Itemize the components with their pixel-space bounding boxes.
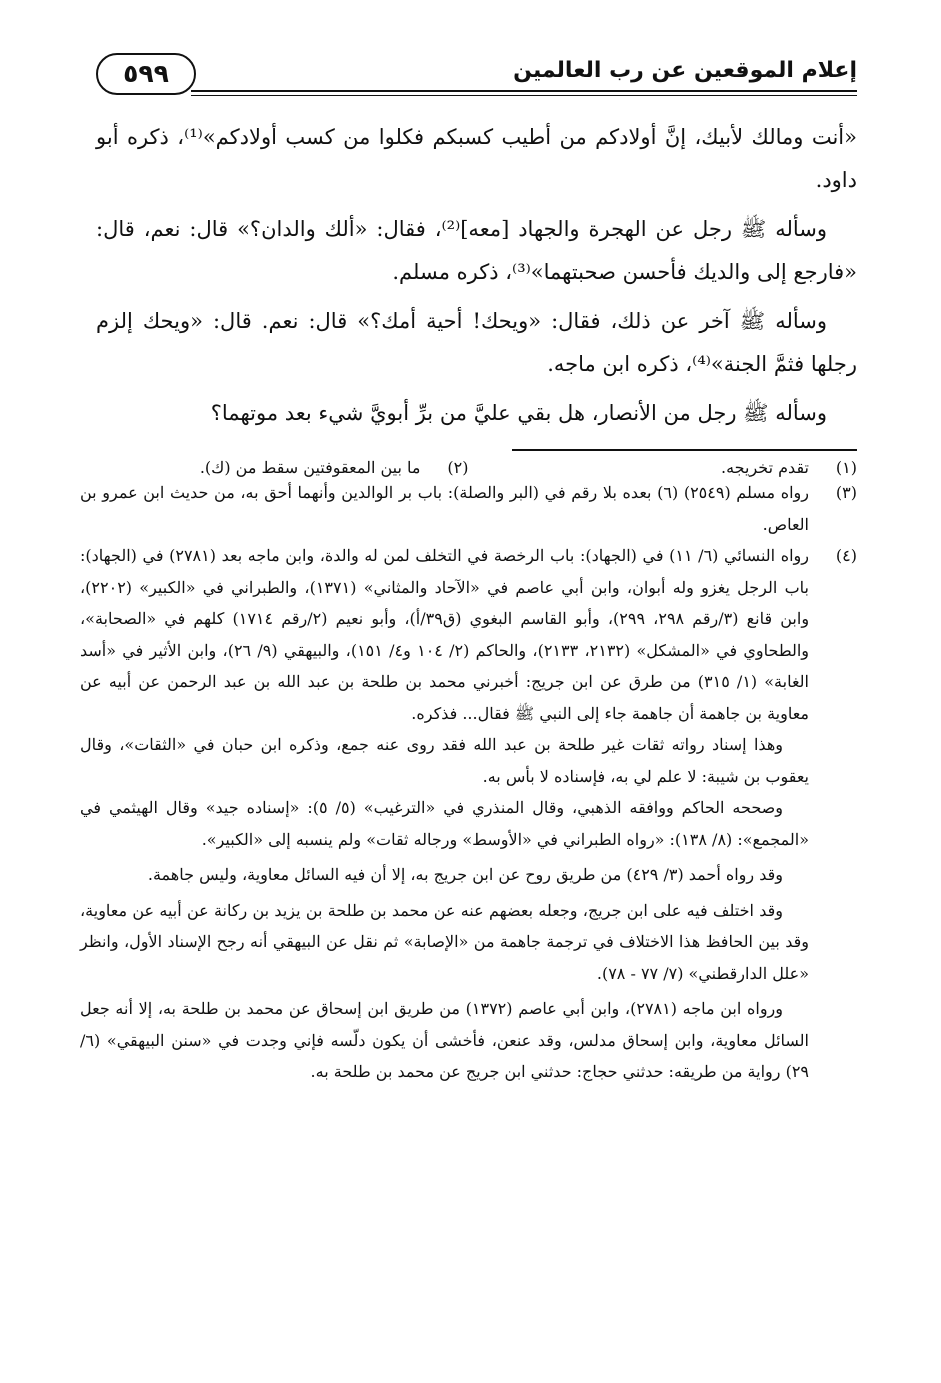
footnote-4-note-3: وقد رواه أحمد (٣/ ٤٢٩) من طريق روح عن ابن جريج به، إلا أن فيه السائل معاوية، وليس جاهمة.	[147, 865, 783, 884]
paragraph-1: «أنت ومالك لأبيك، إنَّ أولادكم من أطيب كسبكم فكلوا من كسب أولادكم»⁽¹⁾، ذكره أبو داود.	[96, 125, 857, 192]
paragraph-2: وسأله ﷺ رجل عن الهجرة والجهاد [معه]⁽²⁾، فقال: «ألك والدان؟» قال: نعم، قال: «فارجع إلى والديك فأحسن صحبتهما»⁽³⁾، ذكره مسلم.	[96, 217, 857, 284]
header-rule-thin	[191, 95, 857, 96]
footnote-text: ما بين المعقوفتين سقط من (ك).	[199, 458, 421, 477]
footnote-4-note-4: وقد اختلف فيه على ابن جريج، وجعله بعضهم عنه عن محمد بن طلحة بن يزيد بن ركانة عن أبيه عن معاوية، وقد بين الحافظ هذا الاختلاف في ترجمة جاهمة من «الإصابة» ثم نقل عن البيهقي أنه رجح الإسناد الأول، وانظر «علل الدارقطني» (٧/ ٧٧ - ٧٨).	[80, 900, 809, 983]
paragraph-3: وسأله ﷺ آخر عن ذلك، فقال: «ويحك! أحية أمك؟» قال: نعم. قال: «ويحك إلزم رجلها فثمَّ الجنة»⁽⁴⁾، ذكره ابن ماجه.	[96, 309, 857, 376]
footnote-text: تقدم تخريجه.	[721, 458, 809, 477]
footnote-number: (١)	[835, 458, 857, 477]
footnote-4-note-5: ورواه ابن ماجه (٢٧٨١)، وابن أبي عاصم (١٣٧٢) من طريق ابن إسحاق عن محمد بن طلحة به، إلا أنه جعل السائل معاوية، وابن إسحاق مدلس، وقد عنعن، فأخشى أن يكون دلّسه فإني وجدت في «سنن البيهقي» (٦/ ٢٩) رواية من طريقه: حدثني حجاج: حدثني ابن جريج عن محمد بن طلحة به.	[80, 999, 809, 1081]
footnote-text: رواه النسائي (٦/ ١١) في (الجهاد): باب الرخصة في التخلف لمن له والدة، وابن ماجه بعد (٢٧٨١) في (الجهاد): باب الرجل يغزو وله أبوان، وابن أبي عاصم في «الآحاد والمثاني» (١٣٧١)، والطبراني في «الكبير» (٢٢٠٢)، وابن قانع (٣/رقم ٢٩٨، ٢٩٩)، وأبو القاسم البغوي (ق٣٩/أ)، وأبو نعيم (٢/رقم ١٧١٤) كلهم في «الصحابة»، والطحاوي في «المشكل» (٢١٣٢، ٢١٣٣)، والحاكم (٢/ ١٠٤ و٤/ ١٥١)، والبيهقي (٩/ ٢٦)، وابن الأثير في «أسد الغابة» (١/ ٣١٥) من طرق عن ابن جريج: أخبرني محمد بن طلحة بن عبد الله بن عبد الرحمن عن أبيه عن معاوية بن جاهمة أن جاهمة جاء إلى النبي ﷺ فقال... فذكره.	[80, 546, 810, 723]
running-title: إعلام الموقعين عن رب العالمين	[513, 58, 857, 83]
header-rule	[191, 90, 857, 92]
main-text	[96, 116, 857, 441]
footnote-number: (٤)	[835, 546, 857, 565]
page-header	[96, 52, 857, 104]
footnote-2	[80, 458, 469, 477]
footnote-4-note-1: وهذا إسناد رواته ثقات غير طلحة بن عبد الله فقد روى عنه جمع، وذكره ابن حبان في «الثقات»، وقال يعقوب بن شيبة: لا علم لي به، فإسناده لا بأس به.	[80, 735, 809, 786]
page-number: ٥٩٩	[96, 53, 196, 95]
footnote-text: رواه مسلم (٢٥٤٩) (٦) بعده بلا رقم في (البر والصلة): باب بر الوالدين وأنهما أحق به، من حديث ابن عمرو بن العاص.	[80, 483, 809, 534]
footnote-separator	[512, 449, 857, 451]
paragraph-4: وسأله ﷺ رجل من الأنصار، هل بقي عليَّ من برِّ أبويَّ شيء بعد موتهما؟	[210, 401, 827, 425]
footnote-number: (٢)	[447, 458, 469, 477]
footnote-1	[469, 458, 858, 477]
footnote-4-note-2: وصححه الحاكم ووافقه الذهبي، وقال المنذري في «الترغيب» (٥/ ٥): «إسناده جيد» وقال الهيثمي في «المجمع»: (٨/ ١٣٨): «رواه الطبراني في «الأوسط» ورجاله ثقات» ولم ينسبه إلى «الكبير».	[80, 798, 809, 849]
footnote-4	[80, 540, 857, 729]
footnote-number: (٣)	[835, 483, 857, 502]
footnotes	[80, 458, 857, 1088]
footnote-row-1-2	[80, 458, 857, 477]
footnote-3	[80, 477, 857, 540]
